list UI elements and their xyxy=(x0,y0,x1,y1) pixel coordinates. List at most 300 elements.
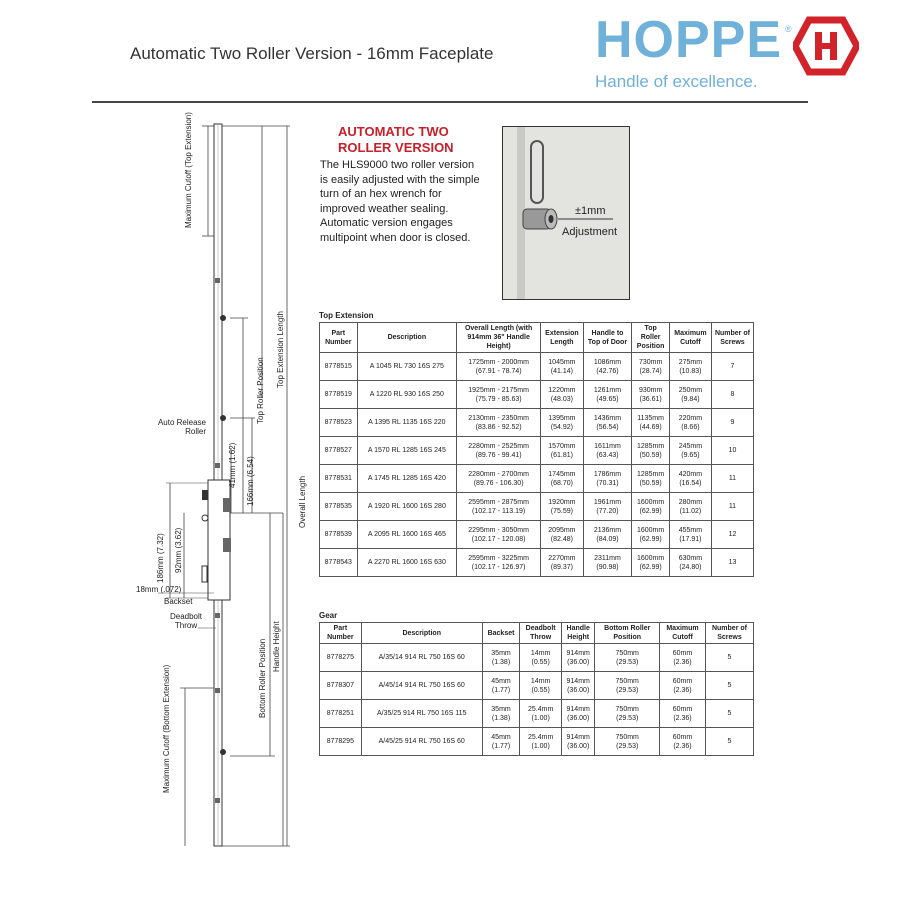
table-cell xyxy=(357,521,457,549)
table-cell xyxy=(583,353,632,381)
table-cell xyxy=(520,728,562,756)
cell-value: 45mm xyxy=(491,677,511,685)
cell-value: 914mm xyxy=(566,649,590,657)
column-header: Handle to Top of Door xyxy=(583,323,632,353)
cell-value: A 1395 RL 1135 16S 220 xyxy=(368,419,446,426)
table-cell xyxy=(562,672,595,700)
table-cell xyxy=(482,728,520,756)
cell-value: (2.36) xyxy=(673,714,692,722)
table-row xyxy=(320,381,754,409)
table-cell xyxy=(669,353,711,381)
table-cell xyxy=(562,644,595,672)
table-cell xyxy=(632,353,670,381)
table-cell xyxy=(669,465,711,493)
table-cell xyxy=(711,521,753,549)
column-header: Handle Height xyxy=(562,623,595,644)
cell-value: 25.4mm xyxy=(527,733,554,741)
cell-value: (10.83) xyxy=(679,367,702,375)
cell-value: 8778527 xyxy=(324,447,352,454)
cell-value: 60mm xyxy=(672,649,693,657)
cell-value: 8778519 xyxy=(324,391,352,398)
cell-value: A 1920 RL 1600 16S 280 xyxy=(367,503,446,510)
cell-value: A 1045 RL 730 16S 275 xyxy=(369,363,444,370)
cell-value: 13 xyxy=(728,559,737,566)
cell-value: (36.00) xyxy=(567,686,590,694)
cell-value: 250mm xyxy=(678,386,703,394)
table-row xyxy=(320,521,754,549)
top-extension-table xyxy=(319,322,754,577)
cell-value: (16.54) xyxy=(679,479,702,487)
cell-value: 2280mm - 2700mm xyxy=(468,470,529,478)
cell-value: 1600mm xyxy=(636,526,665,534)
cell-value: 60mm xyxy=(672,705,693,713)
cell-value: (1.77) xyxy=(491,686,511,694)
cell-value: (44.69) xyxy=(639,423,662,431)
logo-tagline: Handle of excellence. xyxy=(595,72,758,91)
cell-value: (75.79 - 85.63) xyxy=(475,395,522,403)
table-cell xyxy=(595,728,660,756)
cell-value: (36.00) xyxy=(567,742,590,750)
table-cell xyxy=(357,493,457,521)
table-cell xyxy=(711,465,753,493)
cell-value: (17.91) xyxy=(679,535,702,543)
table-cell xyxy=(660,728,706,756)
cell-value: 2095mm xyxy=(548,526,576,534)
gear-title: Gear xyxy=(319,611,338,620)
cell-value: A 2270 RL 1600 16S 630 xyxy=(367,559,446,566)
table-cell xyxy=(711,381,753,409)
cell-value: 2311mm xyxy=(594,554,621,562)
cell-value: 1135mm xyxy=(637,414,664,422)
table-cell xyxy=(320,672,362,700)
top-extension-title: Top Extension xyxy=(319,311,374,320)
table-cell xyxy=(595,700,660,728)
cell-value: 1611mm xyxy=(594,442,621,450)
table-cell xyxy=(357,437,457,465)
cell-value: 914mm xyxy=(566,677,590,685)
cell-value: (67.91 - 78.74) xyxy=(475,367,522,375)
label-top-extension-length: Top Extension Length xyxy=(276,311,285,388)
label-max-cutoff-bottom: Maximum Cutoff (Bottom Extension) xyxy=(162,664,171,793)
logo-registered: ® xyxy=(785,24,792,34)
cell-value: (61.81) xyxy=(550,451,573,459)
table-row xyxy=(320,493,754,521)
header-divider xyxy=(92,101,808,103)
table-cell xyxy=(632,381,670,409)
hex-h-icon xyxy=(793,16,859,76)
cell-value: 5 xyxy=(727,710,732,717)
cell-value: 1045mm xyxy=(548,358,576,366)
cell-value: 455mm xyxy=(678,526,703,534)
cell-value: 2595mm - 2875mm xyxy=(468,498,529,506)
column-header: Overall Length (with 914mm 36" Handle Height) xyxy=(457,323,541,353)
table-cell xyxy=(583,549,632,577)
cell-value: A/45/14 914 RL 750 16S 60 xyxy=(378,682,465,689)
cell-value: A 1745 RL 1285 16S 420 xyxy=(367,475,446,482)
table-cell xyxy=(632,409,670,437)
column-header: Maximum Cutoff xyxy=(660,623,706,644)
table-cell xyxy=(320,353,358,381)
table-cell xyxy=(669,521,711,549)
table-cell xyxy=(705,644,753,672)
cell-value: A 1570 RL 1285 16S 245 xyxy=(367,447,446,454)
table-cell xyxy=(660,644,706,672)
table-cell xyxy=(711,549,753,577)
cell-value: 1925mm - 2175mm xyxy=(468,386,529,394)
column-header: Extension Length xyxy=(541,323,584,353)
column-header: Part Number xyxy=(320,623,362,644)
table-cell xyxy=(457,549,541,577)
gear-table xyxy=(319,622,754,756)
cell-value: 45mm xyxy=(491,733,511,741)
table-cell xyxy=(520,700,562,728)
table-cell xyxy=(541,521,584,549)
cell-value: 750mm xyxy=(615,733,639,741)
cell-value: (62.99) xyxy=(639,535,662,543)
cell-value: 2130mm - 2350mm xyxy=(468,414,529,422)
table-cell xyxy=(632,521,670,549)
table-cell xyxy=(457,437,541,465)
label-top-roller-position: Top Roller Position xyxy=(256,357,265,424)
table-cell xyxy=(320,465,358,493)
cell-value: 7 xyxy=(730,363,735,370)
roller-adjustment-illustration xyxy=(503,127,630,300)
adjustment-photo xyxy=(502,126,630,300)
table-cell xyxy=(457,521,541,549)
cell-value: 1745mm xyxy=(548,470,576,478)
cell-value: (62.99) xyxy=(639,563,662,571)
cell-value: (28.74) xyxy=(639,367,662,375)
table-row xyxy=(320,549,754,577)
table-row xyxy=(320,437,754,465)
cell-value: 730mm xyxy=(638,358,663,366)
label-handle-height: Handle Height xyxy=(272,621,281,672)
cell-value: 5 xyxy=(727,738,732,745)
cell-value: (1.00) xyxy=(531,714,550,722)
cell-value: 8 xyxy=(730,391,735,398)
table-cell xyxy=(457,493,541,521)
cell-value: (49.65) xyxy=(596,395,619,403)
column-header: Bottom Roller Position xyxy=(595,623,660,644)
table-cell xyxy=(632,437,670,465)
label-18mm: 18mm (.072) xyxy=(136,585,182,594)
table-cell xyxy=(320,728,362,756)
lock-diagram xyxy=(130,112,315,853)
cell-value: 8778307 xyxy=(326,682,354,689)
cell-value: (29.53) xyxy=(616,686,639,694)
cell-value: (62.99) xyxy=(639,507,662,515)
label-max-cutoff-top: Maximum Cutoff (Top Extension) xyxy=(184,112,193,228)
cell-value: (70.31) xyxy=(596,479,619,487)
table-cell xyxy=(632,549,670,577)
table-cell xyxy=(705,672,753,700)
cell-value: (1.38) xyxy=(491,658,511,666)
table-row xyxy=(320,465,754,493)
label-186mm: 186mm (7.32) xyxy=(156,533,165,583)
cell-value: (9.84) xyxy=(681,395,700,403)
table-cell xyxy=(361,644,482,672)
cell-value: 2280mm - 2525mm xyxy=(468,442,529,450)
table-cell xyxy=(320,437,358,465)
table-cell xyxy=(320,493,358,521)
table-row xyxy=(320,728,754,756)
table-cell xyxy=(583,465,632,493)
table-cell xyxy=(357,353,457,381)
cell-value: (56.54) xyxy=(596,423,619,431)
table-cell xyxy=(457,409,541,437)
cell-value: (24.80) xyxy=(679,563,702,571)
cell-value: 1395mm xyxy=(548,414,576,422)
cell-value: (50.59) xyxy=(639,479,662,487)
table-cell xyxy=(320,549,358,577)
cell-value: 245mm xyxy=(678,442,703,450)
cell-value: 750mm xyxy=(615,649,639,657)
cell-value: 8778539 xyxy=(324,531,352,538)
table-row xyxy=(320,353,754,381)
cell-value: 8778531 xyxy=(324,475,352,482)
label-bottom-roller-position: Bottom Roller Position xyxy=(258,638,267,718)
label-backset: Backset xyxy=(164,597,193,606)
table-cell xyxy=(583,437,632,465)
table-row xyxy=(320,672,754,700)
cell-value: 14mm xyxy=(530,649,551,657)
table-cell xyxy=(541,353,584,381)
table-cell xyxy=(457,465,541,493)
cell-value: 12 xyxy=(728,531,737,538)
cell-value: 750mm xyxy=(615,705,639,713)
cell-value: 5 xyxy=(727,682,732,689)
cell-value: 35mm xyxy=(491,649,511,657)
cell-value: 11 xyxy=(728,503,737,510)
cell-value: 8778295 xyxy=(326,738,354,745)
table-cell xyxy=(705,700,753,728)
table-cell xyxy=(541,493,584,521)
cell-value: 275mm xyxy=(678,358,703,366)
table-row xyxy=(320,644,754,672)
column-header: Part Number xyxy=(320,323,358,353)
cell-value: (50.59) xyxy=(639,451,662,459)
table-cell xyxy=(320,644,362,672)
cell-value: A 1220 RL 930 16S 250 xyxy=(369,391,444,398)
table-cell xyxy=(320,521,358,549)
table-cell xyxy=(669,437,711,465)
cell-value: 5 xyxy=(727,654,732,661)
cell-value: 914mm xyxy=(566,733,590,741)
cell-value: (68.70) xyxy=(550,479,573,487)
cell-value: 60mm xyxy=(672,733,693,741)
cell-value: (82.48) xyxy=(550,535,573,543)
cell-value: 8778251 xyxy=(326,710,354,717)
cell-value: 630mm xyxy=(678,554,703,562)
label-41mm: 41mm (1.62) xyxy=(228,442,237,488)
cell-value: (83.86 - 92.52) xyxy=(475,423,522,431)
table-cell xyxy=(520,672,562,700)
cell-value: 750mm xyxy=(615,677,639,685)
table-cell xyxy=(669,549,711,577)
cell-value: (9.65) xyxy=(681,451,700,459)
cell-value: (8.66) xyxy=(681,423,700,431)
cell-value: 1261mm xyxy=(593,386,622,394)
cell-value: 8778275 xyxy=(326,654,354,661)
table-cell xyxy=(595,644,660,672)
column-header: Description xyxy=(357,323,457,353)
cell-value: (102.17 - 126.97) xyxy=(471,563,526,571)
logo-wordmark: HOPPE xyxy=(595,11,783,69)
table-cell xyxy=(541,465,584,493)
table-cell xyxy=(705,728,753,756)
cell-value: 25.4mm xyxy=(527,705,554,713)
cell-value: (36.00) xyxy=(567,714,590,722)
cell-value: 8778543 xyxy=(324,559,352,566)
label-92mm: 92mm (3.62) xyxy=(174,527,183,573)
table-cell xyxy=(669,409,711,437)
table-row xyxy=(320,700,754,728)
table-cell xyxy=(482,700,520,728)
cell-value: 8778515 xyxy=(324,363,352,370)
adjust-label: Adjustment xyxy=(562,226,618,238)
table-cell xyxy=(669,381,711,409)
cell-value: (54.92) xyxy=(550,423,573,431)
cell-value: 1786mm xyxy=(593,470,622,478)
table-cell xyxy=(562,700,595,728)
cell-value: 9 xyxy=(730,419,735,426)
table-cell xyxy=(711,437,753,465)
intro-title: AUTOMATIC TWO ROLLER VERSION xyxy=(338,124,454,155)
cell-value: (41.14) xyxy=(550,367,573,375)
cell-value: (48.03) xyxy=(550,395,573,403)
cell-value: 220mm xyxy=(678,414,703,422)
cell-value: 1285mm xyxy=(636,470,665,478)
cell-value: 35mm xyxy=(491,705,511,713)
cell-value: 1570mm xyxy=(548,442,576,450)
cell-value: 2595mm - 3225mm xyxy=(468,554,529,562)
cell-value: 2136mm xyxy=(593,526,622,534)
cell-value: (29.53) xyxy=(616,742,639,750)
cell-value: 1086mm xyxy=(593,358,622,366)
cell-value: A/45/25 914 RL 750 16S 60 xyxy=(378,738,465,745)
cell-value: (1.77) xyxy=(491,742,511,750)
cell-value: (29.53) xyxy=(616,658,639,666)
cell-value: 930mm xyxy=(638,386,663,394)
cell-value: (77.20) xyxy=(596,507,619,515)
table-cell xyxy=(541,549,584,577)
table-cell xyxy=(457,353,541,381)
intro-text: The HLS9000 two roller version is easily adjusted with the simple turn of an hex wrench for improved weather sealing. Automatic version engages multipoint when door is closed. xyxy=(320,159,480,244)
table-cell xyxy=(357,465,457,493)
table-cell xyxy=(632,465,670,493)
label-auto-release-roller: Auto Release Roller xyxy=(157,418,206,436)
table-cell xyxy=(520,644,562,672)
table-cell xyxy=(357,381,457,409)
column-header: Top Roller Position xyxy=(632,323,670,353)
cell-value: 1436mm xyxy=(593,414,622,422)
table-cell xyxy=(669,493,711,521)
cell-value: (75.59) xyxy=(550,507,573,515)
cell-value: 2270mm xyxy=(548,554,576,562)
cell-value: 914mm xyxy=(566,705,590,713)
cell-value: (2.36) xyxy=(673,686,692,694)
table-cell xyxy=(361,672,482,700)
cell-value: (89.76 - 106.30) xyxy=(473,479,524,487)
cell-value: A/35/25 914 RL 750 16S 115 xyxy=(376,710,467,717)
table-cell xyxy=(357,549,457,577)
page-title: Automatic Two Roller Version - 16mm Faceplate xyxy=(130,44,494,63)
column-header: Maximum Cutoff xyxy=(669,323,711,353)
cell-value: (89.37) xyxy=(550,563,573,571)
cell-value: (102.17 - 113.19) xyxy=(472,507,526,515)
table-cell xyxy=(361,728,482,756)
cell-value: 2295mm - 3050mm xyxy=(468,526,529,534)
cell-value: 420mm xyxy=(678,470,703,478)
adjust-value-label: ±1mm xyxy=(575,205,606,217)
column-header: Deadbolt Throw xyxy=(520,623,562,644)
table-cell xyxy=(541,437,584,465)
cell-value: (11.02) xyxy=(679,507,702,515)
cell-value: (36.61) xyxy=(639,395,662,403)
cell-value: (63.43) xyxy=(596,451,619,459)
cell-value: 11 xyxy=(728,475,737,482)
cell-value: 1920mm xyxy=(548,498,576,506)
cell-value: 1220mm xyxy=(548,386,576,394)
cell-value: 10 xyxy=(728,447,737,454)
cell-value: (1.38) xyxy=(491,714,511,722)
table-cell xyxy=(583,493,632,521)
label-166mm: 166mm (6.54) xyxy=(246,456,255,506)
cell-value: 1961mm xyxy=(593,498,622,506)
cell-value: A/35/14 914 RL 750 16S 60 xyxy=(378,654,465,661)
table-cell xyxy=(541,381,584,409)
table-cell xyxy=(482,644,520,672)
table-cell xyxy=(711,353,753,381)
label-deadbolt-throw: Deadbolt Throw xyxy=(169,612,203,630)
cell-value: 280mm xyxy=(678,498,703,506)
table-row xyxy=(320,409,754,437)
cell-value: (0.55) xyxy=(531,686,550,694)
table-cell xyxy=(583,409,632,437)
table-cell xyxy=(583,381,632,409)
cell-value: 1600mm xyxy=(636,498,665,506)
cell-value: (2.36) xyxy=(673,742,692,750)
cell-value: (90.98) xyxy=(596,563,619,571)
cell-value: (0.55) xyxy=(531,658,550,666)
table-cell xyxy=(320,381,358,409)
table-cell xyxy=(595,672,660,700)
column-header: Backset xyxy=(482,623,520,644)
cell-value: (84.09) xyxy=(596,535,619,543)
table-cell xyxy=(357,409,457,437)
cell-value: (29.53) xyxy=(616,714,639,722)
cell-value: (36.00) xyxy=(567,658,590,666)
cell-value: 8778523 xyxy=(324,419,352,426)
cell-value: (102.17 - 120.08) xyxy=(471,535,526,543)
table-cell xyxy=(562,728,595,756)
column-header: Description xyxy=(361,623,482,644)
cell-value: (89.76 - 99.41) xyxy=(475,451,522,459)
table-cell xyxy=(541,409,584,437)
table-cell xyxy=(320,409,358,437)
cell-value: (1.00) xyxy=(531,742,550,750)
cell-value: 60mm xyxy=(672,677,693,685)
cell-value: (42.76) xyxy=(596,367,619,375)
cell-value: 1285mm xyxy=(636,442,665,450)
table-cell xyxy=(482,672,520,700)
hoppe-logo xyxy=(595,10,865,95)
cell-value: A 2095 RL 1600 16S 465 xyxy=(367,531,446,538)
table-cell xyxy=(660,700,706,728)
column-header: Number of Screws xyxy=(705,623,753,644)
cell-value: (2.36) xyxy=(673,658,692,666)
table-cell xyxy=(361,700,482,728)
